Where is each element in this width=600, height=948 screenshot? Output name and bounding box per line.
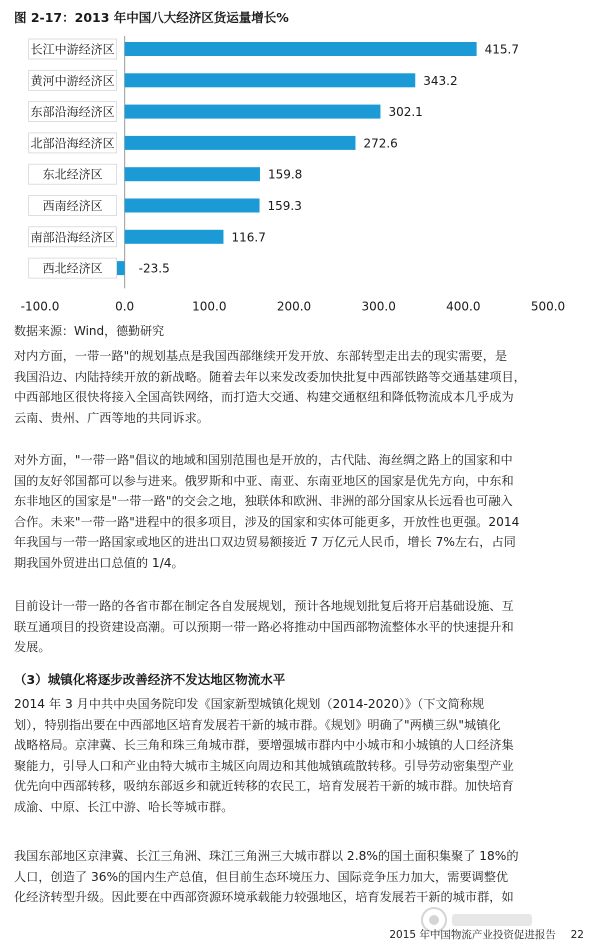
x-tick-label: 100.0 (192, 299, 227, 314)
page-footer (389, 927, 584, 942)
paragraph-eastern-region (14, 846, 586, 908)
bar (125, 73, 416, 87)
category-label: 西南经济区 (42, 199, 103, 213)
section-heading: （3）城镇化将逐步改善经济不发达地区物流水平 (14, 672, 286, 687)
x-tick-label: 400.0 (446, 299, 481, 314)
paragraph-line: 优先向中西部转移，吸纳东部返乡和就近转移的农民工，培育发展若干新的城市群。加快培育 (14, 779, 514, 793)
category-label: 东部沿海经济区 (30, 105, 115, 120)
paragraph-line: 国的友好邻国都可以参与进来。俄罗斯和中亚、南亚、东南亚地区的国家是优先方向，中东和 (14, 473, 514, 488)
paragraph-line: 聚能力，引导人口和产业由特大城市主城区向周边和其他城镇疏散转移。引导劳动密集型产业 (14, 758, 514, 773)
category-label: 东北经济区 (42, 167, 103, 182)
data-label: 415.7 (484, 42, 519, 57)
paragraph-urbanization (14, 694, 586, 817)
paragraph-line: 云南、贵州、广西等地的共同诉求。 (14, 410, 209, 425)
paragraph-line: 发展。 (14, 640, 51, 654)
data-label: 272.6 (363, 136, 398, 151)
category-label: 黄河中游经济区 (30, 73, 115, 88)
paragraph-line: 期我国外贸进出口总值的 1/4。 (14, 555, 184, 570)
paragraph-line: 东非地区的国家是"一带一路"的交会之地，独联体和欧洲、非洲的部分国家从长远看也可融入 (14, 494, 513, 508)
paragraph-line: 我国沿边、内陆持续开放的新战略。随着去年以来发改委加快批复中西部铁路等交通基建项目， (14, 369, 526, 384)
paragraph-line: 划），特别指出要在中西部地区培育发展若干新的城市群。《规划》明确了"两横三纵"城镇化 (14, 717, 501, 732)
data-label: 343.2 (423, 73, 458, 88)
bar (125, 230, 224, 244)
paragraph-line: 中西部地区很快将接入全国高铁网络，而打造大交通、构建交通枢纽和降低物流成本几乎成为 (14, 390, 514, 404)
data-label: 159.8 (267, 167, 303, 182)
category-label: 北部沿海经济区 (30, 136, 115, 151)
data-label: 159.3 (267, 199, 302, 213)
paragraph-line: 我国东部地区京津冀、长江三角洲、珠江三角洲三大城市群以 2.8%的国土面积集聚了 18%的 (14, 849, 519, 863)
paragraph-line: 化经济转型升级。因此要在中西部资源环境承载能力较强地区，培育发展若干新的城市群，如 (14, 890, 514, 904)
paragraph-line: 目前设计一带一路的各省市都在制定各自发展规划，预计各地规划批复后将开启基础设施、互 (14, 599, 514, 613)
x-tick-label: 300.0 (361, 299, 396, 314)
figure-source: 数据来源：Wind，德勤研究 (14, 324, 165, 338)
category-label: 西北经济区 (42, 261, 103, 276)
bar (125, 136, 356, 150)
paragraph-line: 成渝、中原、长江中游、哈长等城市群。 (14, 799, 234, 814)
data-label: 116.7 (231, 230, 266, 245)
paragraph-domestic (14, 346, 586, 428)
paragraph-line: 2014 年 3 月中共中央国务院印发《国家新型城镇化规划（2014-2020）》（下文简称规 (14, 697, 485, 711)
paragraph-outlook (14, 596, 586, 658)
paragraph-line: 合作。未来"一带一路"进程中的很多项目，涉及的国家和实体可能更多，开放性也更强。2014 (14, 514, 520, 529)
bar (125, 42, 477, 56)
paragraph-line: 战略格局。京津冀、长三角和珠三角城市群，要增强城市群内中小城市和小城镇的人口经济集 (14, 738, 514, 752)
paragraph-line: 对内方面，一带一路"的规划基点是我国西部继续开发开放、东部转型走出去的现实需要，是 (14, 349, 508, 363)
paragraph-line: 年我国与一带一路国家或地区的进出口双边贸易额接近 7 万亿元人民币，增长 7%左右，占同 (14, 535, 516, 549)
bar (125, 199, 260, 213)
footer-page-number: 22 (570, 929, 584, 941)
bar-chart (0, 28, 600, 318)
data-label: -23.5 (138, 261, 170, 276)
paragraph-line: 联互通项目的投资建设高潮。可以预期一带一路必将推动中国西部物流整体水平的快速提升和 (14, 619, 514, 634)
bar (125, 167, 260, 181)
paragraph-line: 人口，创造了 36%的国内生产总值，但目前生态环境压力、国际竞争压力加大，需要调整优 (14, 869, 509, 884)
paragraph-foreign (14, 450, 586, 573)
footer-report-title: 2015 年中国物流产业投资促进报告 (389, 929, 556, 941)
x-tick-label: 200.0 (276, 299, 312, 314)
category-label: 长江中游经济区 (30, 42, 115, 57)
x-tick-label: 500.0 (530, 299, 566, 314)
x-tick-label: -100.0 (20, 299, 60, 314)
bar (125, 105, 381, 119)
figure-title: 图 2-17：2013 年中国八大经济区货运量增长% (14, 10, 289, 25)
paragraph-line: 对外方面，"一带一路"倡议的地域和国别范围也是开放的，古代陆、海丝绸之路上的国家和中 (14, 453, 513, 467)
data-label: 302.1 (388, 105, 423, 120)
category-label: 南部沿海经济区 (30, 230, 115, 245)
x-tick-label: 0.0 (115, 299, 135, 314)
